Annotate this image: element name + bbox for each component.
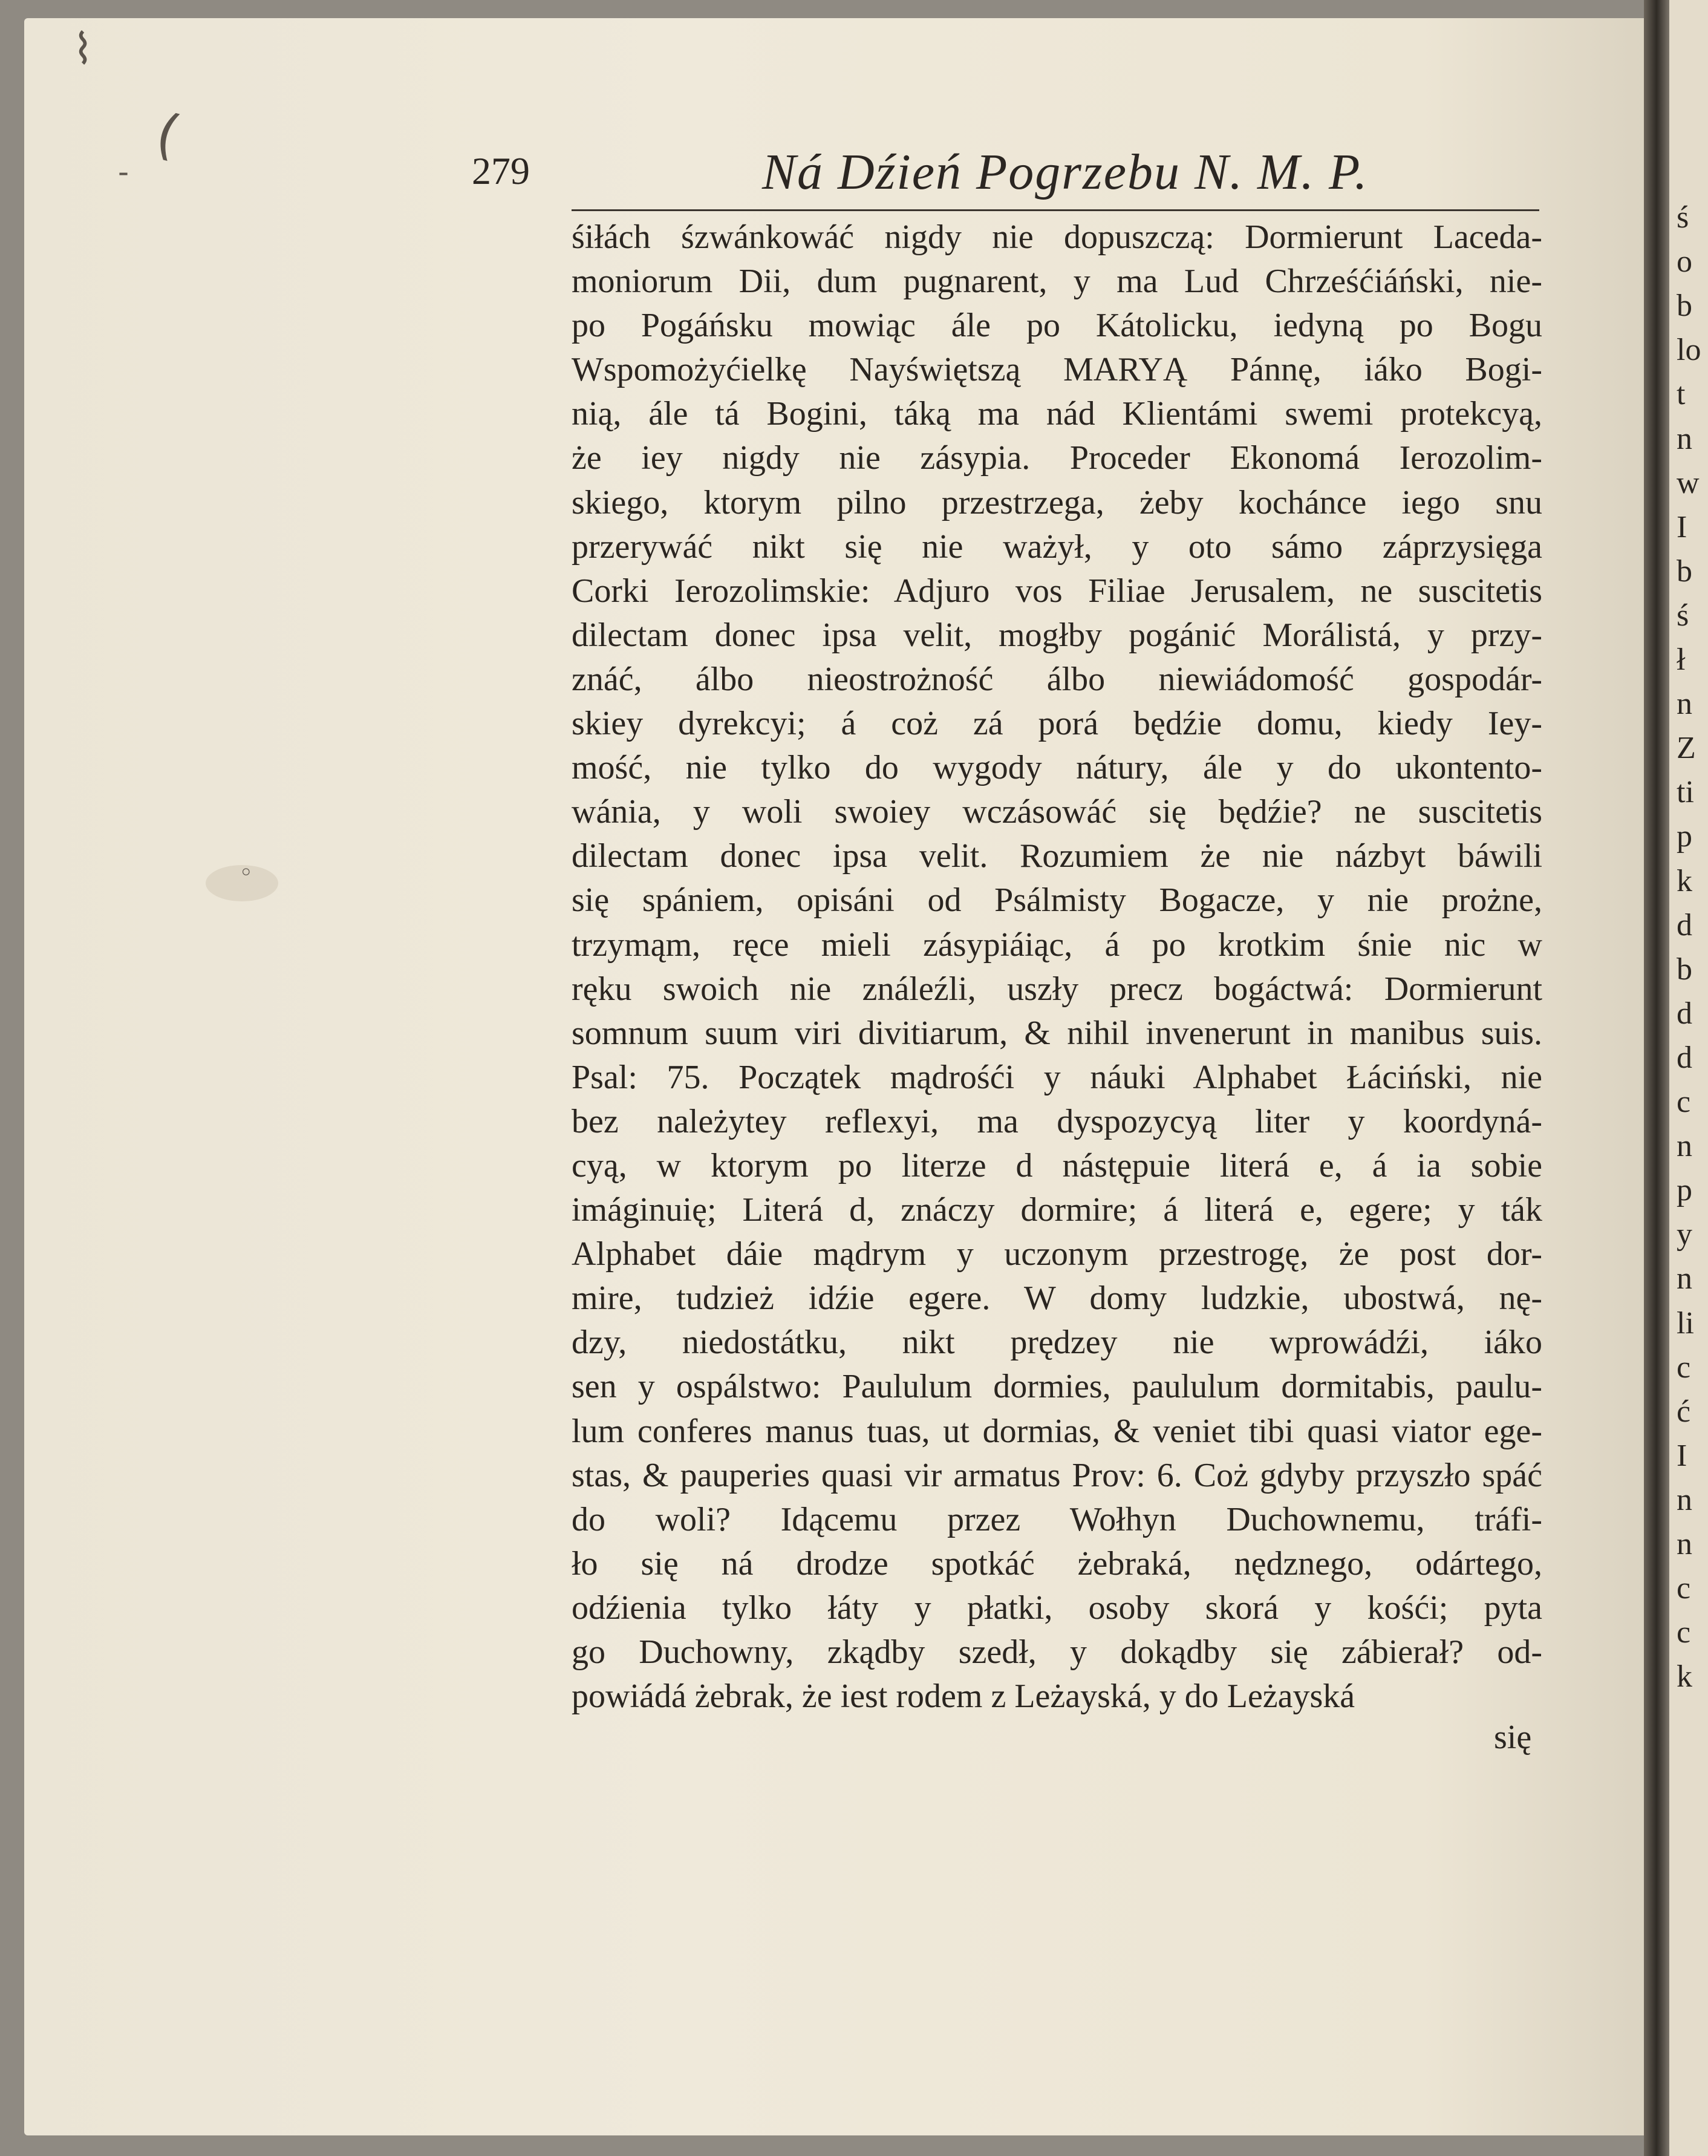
text-line: wánia, y woli swoiey wczásowáć się będźie? ne suscitetis [572,793,1542,831]
next-page-fragment: n [1677,421,1692,456]
text-line: odźienia tylko łáty y płatki, osoby skorá y kośći; pyta [572,1589,1542,1627]
next-page-fragment: c [1677,1615,1691,1650]
next-page-fragment: ś [1677,598,1689,633]
next-page-fragment: ś [1677,200,1689,235]
margin-mark: ◦ [239,859,253,887]
text-line: trzymąm, ręce mieli zásypiáiąc, á po krotkim śnie nic w [572,926,1542,964]
next-page-fragment: ł [1677,642,1686,677]
margin-dash: - [118,154,129,189]
next-page-fragment: p [1677,1173,1692,1208]
header-rule [572,209,1539,211]
text-line: moniorum Dii, dum pugnarent, y ma Lud Chrześćiáński, nie- [572,263,1542,301]
text-line: Alphabet dáie mądrym y uczonym przestrogę, że post dor- [572,1235,1542,1273]
text-line: przerywáć nikt się nie ważył, y oto sámo záprzysięga [572,528,1542,566]
text-line: dilectam donec ipsa velit, mogłby pogánić Morálistá, y przy- [572,616,1542,654]
text-line: skiey dyrekcyi; á coż zá porá będźie domu, kiedy Iey- [572,705,1542,743]
book-gutter [1644,0,1669,2156]
text-line: nią, ále tá Bogini, táką ma nád Klientámi swemi protekcyą, [572,395,1542,433]
next-page-fragment: d [1677,1040,1692,1075]
next-page-fragment: b [1677,952,1692,987]
next-page-fragment: I [1677,1438,1687,1473]
next-page-edge [1669,0,1708,2156]
running-title: Ná Dźień Pogrzebu N. M. P. [762,144,1369,200]
text-line: lum conferes manus tuas, ut dormias, & veniet tibi quasi viator ege- [572,1412,1542,1450]
next-page-fragment: k [1677,1659,1692,1694]
body-text [572,215,1542,1719]
next-page-fragment: ć [1677,1394,1691,1429]
next-page-fragment: n [1677,687,1692,722]
text-line: stas, & pauperies quasi vir armatus Prov: 6. Coż gdyby przyszło spáć [572,1456,1542,1494]
margin-scribble: ( [149,101,187,168]
text-line: imáginuię; Literá d, znáczy dormire; á literá e, egere; y ták [572,1191,1542,1229]
text-line: po Pogáńsku mowiąc ále po Kátolicku, iedyną po Bogu [572,307,1542,345]
text-line: go Duchowny, zkądby szedł, y dokądby się zábierał? od- [572,1633,1542,1671]
text-line: cyą, w ktorym po literze d nástępuie literá e, á ia sobie [572,1146,1542,1184]
page-header [472,143,1548,209]
catchword: się [1494,1719,1532,1756]
text-line: mire, tudzież idźie egere. W domy ludzkie, ubostwá, nę- [572,1279,1542,1318]
text-line: ło się ná drodze spotkáć żebraká, nędznego, odártego, [572,1544,1542,1583]
next-page-fragment: Z [1677,731,1696,766]
next-page-fragment: b [1677,289,1692,324]
text-line: że iey nigdy nie zásypia. Proceder Ekonomá Ierozolim- [572,439,1542,477]
next-page-fragment: n [1677,1129,1692,1164]
next-page-fragment: t [1677,377,1686,412]
page-number: 279 [472,149,530,192]
text-line: Corki Ierozolimskie: Adjuro vos Filiae Jerusalem, ne suscitetis [572,572,1542,610]
next-page-fragment: w [1677,465,1700,500]
next-page-fragment: o [1677,244,1692,279]
next-page-fragment: p [1677,819,1692,854]
text-line: śiłách śzwánkowáć nigdy nie dopuszczą: Dormierunt Laceda- [572,218,1542,256]
next-page-fragment: lo [1677,333,1701,368]
text-line: znáć, álbo nieostrożność álbo niewiádomość gospodár- [572,660,1542,698]
text-line: skiego, ktorym pilno przestrzega, żeby kochánce iego snu [572,483,1542,521]
text-line: sen y ospálstwo: Paululum dormies, paululum dormitabis, paulu- [572,1368,1542,1406]
next-page-fragment: n [1677,1261,1692,1296]
text-line: somnum suum viri divitiarum, & nihil invenerunt in manibus suis. [572,1014,1542,1052]
text-line: powiádá żebrak, że iest rodem z Leżayská, y do Leżayská [572,1677,1355,1716]
next-page-fragment: I [1677,509,1687,544]
next-page-fragment: b [1677,554,1692,589]
text-line: do woli? Idącemu przez Wołhyn Duchownemu, tráfi- [572,1500,1542,1538]
next-page-fragment: d [1677,907,1692,942]
next-page-fragment: k [1677,863,1692,898]
next-page-fragment: n [1677,1482,1692,1517]
next-page-fragment: y [1677,1217,1692,1252]
text-line: dilectam donec ipsa velit. Rozumiem że nie názbyt báwili [572,837,1542,875]
text-line: Wspomożyćielkę Nayświętszą MARYĄ Pánnę, iáko Bogi- [572,351,1542,389]
text-line: Psal: 75. Początek mądrośći y náuki Alphabet Łáciński, nie [572,1058,1542,1096]
next-page-fragment: ti [1677,775,1694,810]
next-page-fragment: c [1677,1350,1691,1385]
margin-scribble: ⌇ [73,24,94,74]
text-line: dzy, niedostátku, nikt prędzey nie wprowádźi, iáko [572,1324,1542,1362]
next-page-fragment: c [1677,1085,1691,1119]
text-line: się spániem, opisáni od Psálmisty Bogacze, y nie prożne, [572,881,1542,920]
next-page-fragment: d [1677,996,1692,1031]
next-page-fragment: n [1677,1527,1692,1561]
next-page-fragment: c [1677,1571,1691,1606]
next-page-fragment: li [1677,1305,1694,1341]
text-line: mość, nie tylko do wygody nátury, ále y do ukontento- [572,749,1542,787]
text-line: ręku swoich nie ználeźli, uszły precz bogáctwá: Dormierunt [572,970,1542,1008]
text-line: bez należytey reflexyi, ma dyspozycyą liter y koordyná- [572,1102,1542,1140]
